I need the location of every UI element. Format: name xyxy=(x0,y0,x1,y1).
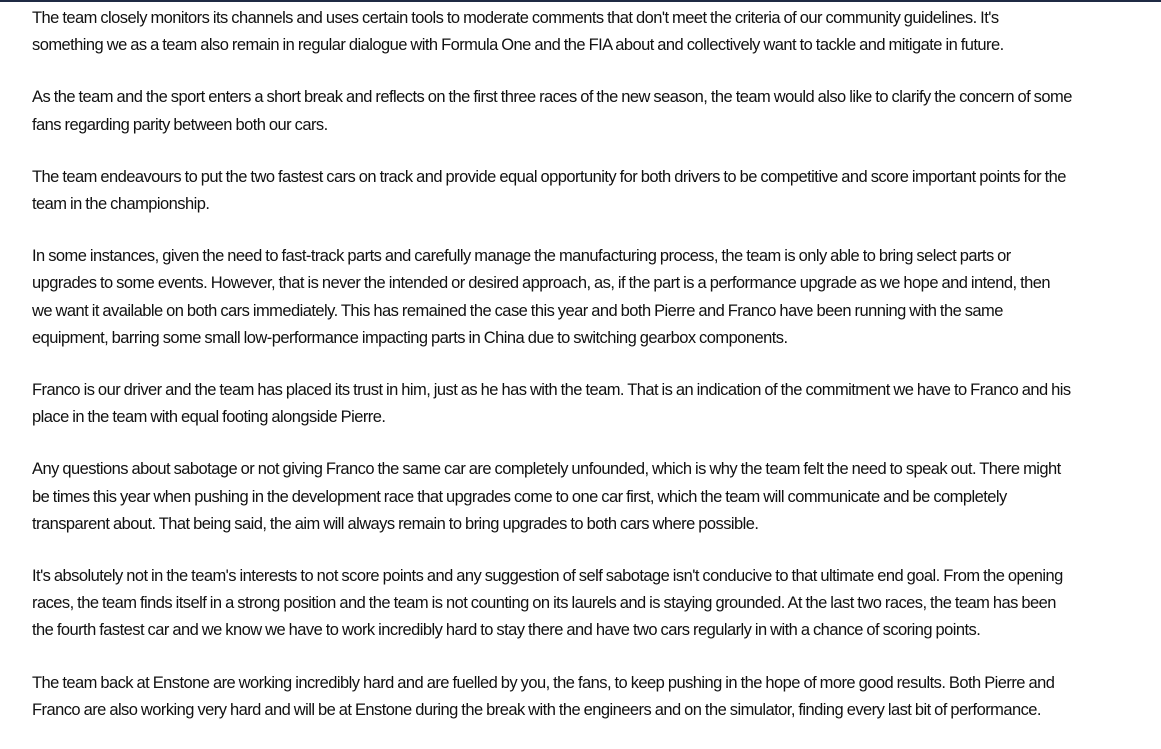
paragraph-equal-opportunity: The team endeavours to put the two fastest cars on track and provide equal opportunity for both drivers to be competitive and score important points for the team in the championship. xyxy=(32,167,1066,214)
paragraph-enstone: The team back at Enstone are working incredibly hard and are fuelled by you, the fans, to keep pushing in the hope of more good results. Both Pierre and Franco are also working very hard and will be at Enstone during the break with the engineers and on the simulator, finding every last bit of performance. xyxy=(32,673,1055,719)
top-divider xyxy=(0,0,1161,2)
paragraph-sabotage-claims: Any questions about sabotage or not giving Franco the same car are completely unfounded, which is why the team felt the need to speak out. There might be times this year when pushing in the development race that upgrades come to one car first, which the team will communicate and be completely transparent about. That being said, the aim will always remain to bring upgrades to both cars where possible. xyxy=(32,460,1061,533)
article-body xyxy=(32,5,1072,749)
paragraph-moderation: The team closely monitors its channels and uses certain tools to moderate comments that don't meet the criteria of our community guidelines. It's something we as a team also remain in regular dialogue with Formula One and the FIA about and collectively want to tackle and mitigate in future. xyxy=(32,9,1004,55)
paragraph-upgrades: In some instances, given the need to fast-track parts and carefully manage the manufacturing process, the team is only able to bring select parts or upgrades to some events. However, that is never the intended or desired approach, as, if the part is a performance upgrade as we hope and intend, then we want it available on both cars immediately. This has remained the case this year and both Pierre and Franco have been running with the same equipment, barring some small low-performance impacting parts in China due to switching gearbox components. xyxy=(32,247,1051,347)
paragraph-parity-concern: As the team and the sport enters a short break and reflects on the first three races of the new season, the team would also like to clarify the concern of some fans regarding parity between both our cars. xyxy=(32,88,1072,134)
paragraph-trust-in-franco: Franco is our driver and the team has placed its trust in him, just as he has with the team. That is an indication of the commitment we have to Franco and his place in the team with equal footing alongside Pierre. xyxy=(32,381,1071,427)
paragraph-team-interests: It's absolutely not in the team's interests to not score points and any suggestion of self sabotage isn't conducive to that ultimate end goal. From the opening races, the team finds itself in a strong position and the team is not counting on its laurels and is staying grounded. At the last two races, the team has been the fourth fastest car and we know we have to work incredibly hard to stay there and have two cars regularly in with a chance of scoring points. xyxy=(32,567,1063,640)
